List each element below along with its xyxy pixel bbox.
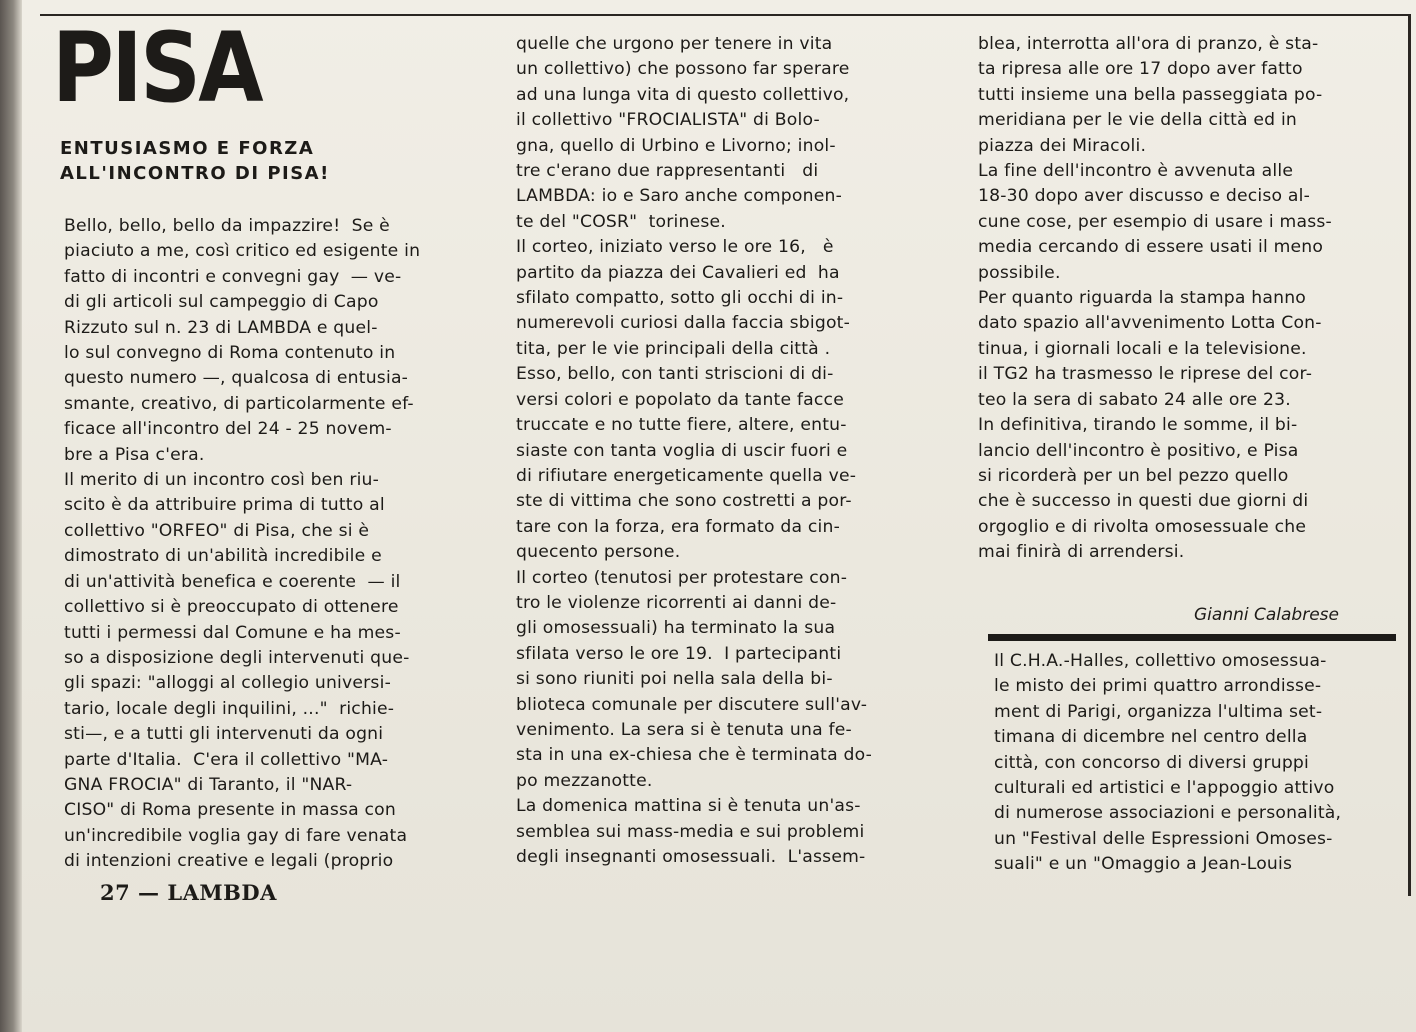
- article-title: PISA: [52, 12, 262, 124]
- article-column-2: quelle che urgono per tenere in vita un collettivo) che possono far sperare ad una lunga vita di questo collettivo, il collettivo "FROCIALISTA" di Bolo- gna, quello di Urbino e Livorno; inol- tre c'erano due rappresentanti di LAMBDA: io e Saro anche componen- te del "COSR" torinese. Il corteo, iniziato verso le ore 16, è partito da piazza dei Cavalieri ed ha sfilato compatto, sotto gli occhi di in- numerevoli curiosi dalla faccia sbigot- tita, per le vie principali della città . Esso, bello, con tanti striscioni di di- versi colori e popolato da tante facce truccate e no tutte fiere, altere, entu- siaste con tanta voglia di uscir fuori e di rifiutare energeticamente quella ve- ste di vittima che sono costretti a por- tare con la forza, era formato da cin- quecento persone. Il corteo (tenutosi per protestare con- tro le violenze ricorrenti ai danni de- gli omosessuali) ha terminato la sua sfilata verso le ore 19. I partecipanti si sono riuniti poi nella sala della bi- blioteca comunale per discutere sull'av- venimento. La sera si è tenuta una fe- sta in una ex-chiesa che è terminata do- po mezzanotte. La domenica mattina si è tenuta un'as- semblea sui mass-media e sui problemi degli insegnanti omosessuali. L'assem-: [516, 34, 873, 867]
- subtitle-line-1: ENTUSIASMO E FORZA: [60, 138, 315, 159]
- page-binding-edge: [0, 0, 22, 1032]
- sidebar-news-text: Il C.H.A.-Halles, collettivo omosessua- le misto dei primi quattro arrondisse- ment di Parigi, organizza l'ultima set- timana di dicembre nel centro della città, con concorso di diversi gruppi culturali ed artistici e l'appoggio attivo di numerose associazioni e personalità, un "Festival delle Espressioni Omoses- suali" e un "Omaggio a Jean-Louis: [994, 651, 1342, 875]
- section-divider: [988, 634, 1396, 641]
- subtitle-line-2: ALL'INCONTRO DI PISA!: [60, 163, 330, 184]
- article-column-1: Bello, bello, bello da impazzire! Se è piaciuto a me, così critico ed esigente in fatto di incontri e convegni gay — ve- di gli articoli sul campeggio di Capo Rizzuto sul n. 23 di LAMBDA e quel- lo sul convegno di Roma contenuto in questo numero —, qualcosa di entusia- smante, creativo, di particolarmente ef- ficace all'incontro del 24 - 25 novem- bre a Pisa c'era. Il merito di un incontro così ben riu- scito è da attribuire prima di tutto al collettivo "ORFEO" di Pisa, che si è dimostrato di un'abilità incredibile e di un'attività benefica e coerente — il collettivo si è preoccupato di ottenere tutti i permessi dal Comune e ha mes- so a disposizione degli intervenuti que- gli spazi: "alloggi al collegio universi- tario, locale degli inquilini, ..." richie- sti—, e a tutti gli intervenuti da ogni parte d'Italia. C'era il collettivo "MA- GNA FROCIA" di Taranto, il "NAR- CISO" di Roma presente in massa con un'incredibile voglia gay di fare venata di intenzioni creative e legali (proprio: [64, 216, 421, 872]
- article-column-3: blea, interrotta all'ora di pranzo, è sta- ta ripresa alle ore 17 dopo aver fatto tutti insieme una bella passeggiata po- meridiana per le vie della città ed in piazza dei Miracoli. La fine dell'incontro è avvenuta alle 18-30 dopo aver discusso e deciso al- cune cose, per esempio di usare i mass- media cercando di essere usati il meno possibile. Per quanto riguarda la stampa hanno dato spazio all'avvenimento Lotta Con- tinua, i giornali locali e la televisione. il TG2 ha trasmesso le riprese del cor- teo la sera di sabato 24 alle ore 23. In definitiva, tirando le somme, il bi- lancio dell'incontro è positivo, e Pisa si ricorderà per un bel pezzo quello che è successo in questi due giorni di orgoglio e di rivolta omosessuale che mai finirà di arrendersi.: [978, 34, 1332, 563]
- article-subtitle: [60, 136, 440, 186]
- page-footer: 27 — LAMBDA: [100, 880, 277, 905]
- author-signature: Gianni Calabrese: [1194, 605, 1339, 625]
